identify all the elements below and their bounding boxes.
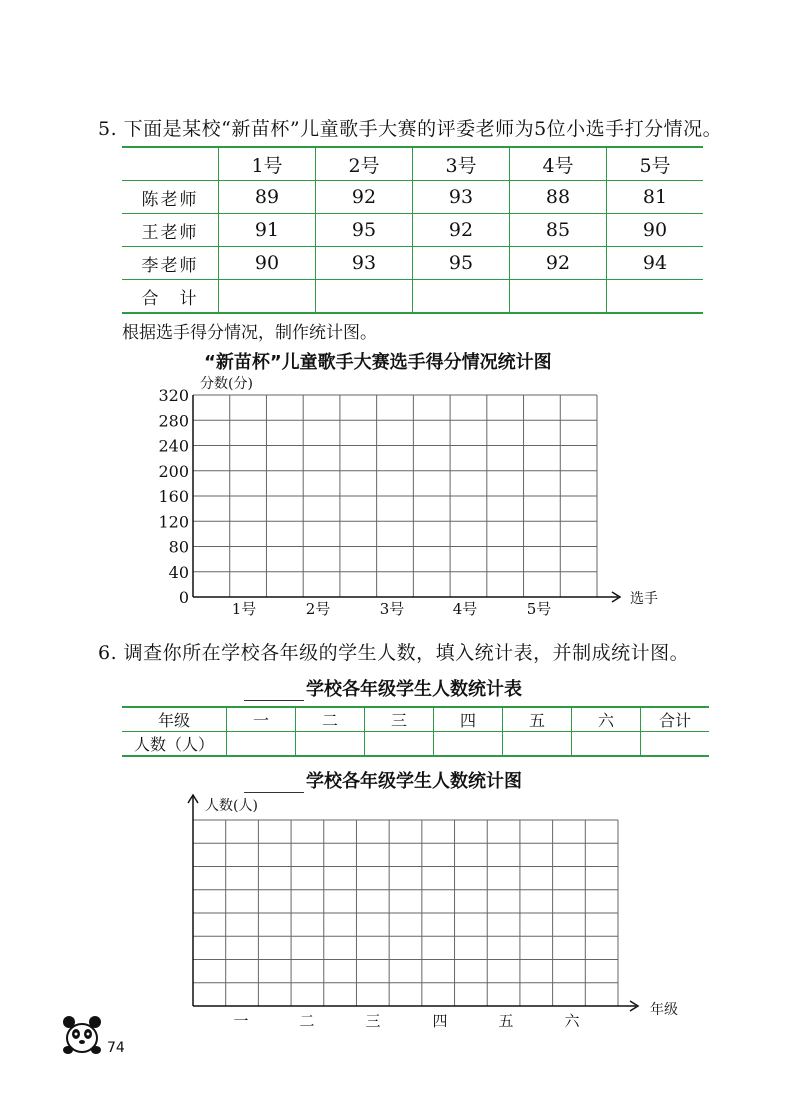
- x-tick-label: 六: [564, 1012, 580, 1030]
- table-cell: 91: [219, 214, 316, 247]
- table-header: 六: [572, 707, 641, 732]
- y-tick-label: 120: [158, 512, 189, 532]
- y-tick-label: 200: [158, 461, 189, 481]
- table-cell: 90: [607, 214, 704, 247]
- table-header: 4号: [510, 147, 607, 181]
- y-tick-label: 0: [178, 588, 189, 607]
- y-tick-label: 80: [168, 537, 189, 557]
- x-tick-label: 四: [432, 1012, 448, 1030]
- q6-title: 6. 调查你所在学校各年级的学生人数，填入统计表，并制成统计图。: [98, 642, 690, 664]
- table-cell: 95: [413, 247, 510, 280]
- row-label: 王老师: [141, 222, 199, 243]
- y-tick-label: 320: [158, 386, 189, 405]
- page-number: 74: [107, 1040, 125, 1056]
- row-label: 李老师: [141, 255, 199, 276]
- table-cell: 92: [413, 214, 510, 247]
- x-tick-label: 三: [365, 1012, 381, 1030]
- panda-icon: [60, 1010, 104, 1058]
- table-cell: 81: [607, 181, 704, 214]
- table-header: 3号: [413, 147, 510, 181]
- table-cell: 88: [510, 181, 607, 214]
- table-cell: 93: [413, 181, 510, 214]
- row-label: 陈老师: [141, 189, 199, 210]
- x-tick-label: 一: [233, 1012, 249, 1030]
- y-tick-label: 280: [158, 411, 189, 431]
- x-tick-label: 5号: [526, 600, 552, 618]
- table-cell: 85: [510, 214, 607, 247]
- table-header: 三: [365, 707, 434, 732]
- x-tick-label: 1号: [231, 600, 257, 618]
- x-axis-label: 选手: [630, 591, 658, 607]
- table-header: 1号: [219, 147, 316, 181]
- table-header: 四: [434, 707, 503, 732]
- table2-title-text: 学校各年级学生人数统计表: [306, 679, 522, 700]
- table-cell: 94: [607, 247, 704, 280]
- x-tick-label: 二: [299, 1012, 315, 1030]
- table-cell: 89: [219, 181, 316, 214]
- q5-title: 5. 下面是某校“新苗杯”儿童歌手大赛的评委老师为5位小选手打分情况。: [98, 118, 723, 140]
- chart2-title-text: 学校各年级学生人数统计图: [306, 771, 522, 792]
- y-axis-label: 分数(分): [200, 376, 253, 392]
- y-tick-label: 160: [158, 487, 189, 506]
- table-header: 五: [503, 707, 572, 732]
- chart1-title: “新苗杯”儿童歌手大赛选手得分情况统计图: [204, 352, 552, 373]
- table-cell: 95: [316, 214, 413, 247]
- x-tick-label: 3号: [379, 600, 405, 618]
- x-tick-label: 4号: [452, 600, 478, 618]
- table-header: 一: [227, 707, 296, 732]
- row-label: 人数（人）: [133, 735, 214, 754]
- x-tick-label: 2号: [305, 600, 331, 618]
- x-tick-label: 五: [498, 1012, 514, 1030]
- table-header: 年级: [157, 711, 190, 730]
- y-tick-label: 240: [158, 436, 189, 456]
- row-label: 合 计: [141, 288, 199, 309]
- table-header: 2号: [316, 147, 413, 181]
- table-header: 合计: [641, 707, 710, 732]
- table-cell: 93: [316, 247, 413, 280]
- q5-instruction: 根据选手得分情况，制作统计图。: [122, 323, 377, 343]
- table-header: 二: [296, 707, 365, 732]
- table-header: 5号: [607, 147, 704, 181]
- y-axis-label: 人数(人): [205, 798, 258, 814]
- x-axis-label: 年级: [650, 1002, 678, 1018]
- table-cell: 92: [316, 181, 413, 214]
- table-cell: 92: [510, 247, 607, 280]
- table-cell: 90: [219, 247, 316, 280]
- y-tick-label: 40: [168, 562, 189, 582]
